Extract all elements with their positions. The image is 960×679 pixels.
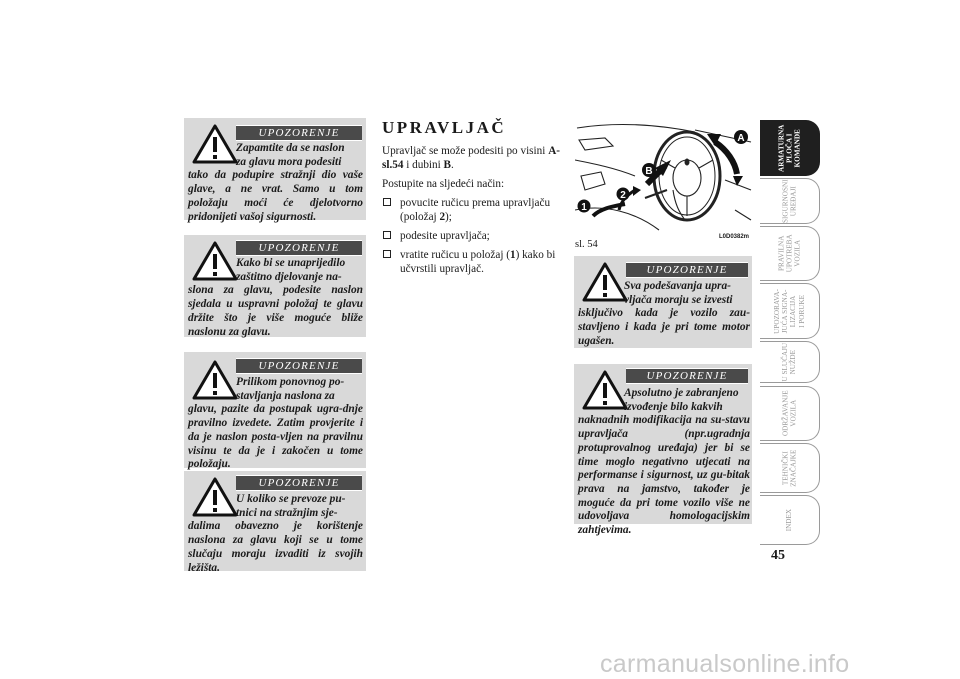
list-item: podesite upravljača; bbox=[382, 229, 560, 243]
svg-text:1: 1 bbox=[581, 202, 587, 213]
tab-armaturna-ploca[interactable] bbox=[760, 120, 820, 176]
svg-text:2: 2 bbox=[620, 190, 626, 201]
section-title: UPRAVLJAČ bbox=[382, 118, 507, 137]
tab-label: ARMATURNA PLOČA I KOMANDE bbox=[777, 124, 802, 172]
checkbox-bullet-icon bbox=[383, 198, 391, 206]
tab-label: TEHNIČKI ZNAČAJKE bbox=[781, 449, 798, 487]
warning-label: UPOZORENJE bbox=[626, 368, 748, 384]
figure-code: L0D0382m bbox=[719, 234, 750, 240]
tab-index[interactable] bbox=[760, 495, 820, 545]
tab-upozoravajuca-signalizacija[interactable] bbox=[760, 283, 820, 339]
warning-label: UPOZORENJE bbox=[236, 125, 362, 141]
intro-paragraph: Upravljač se može podesiti po visini A-sl.54 i dubini B. bbox=[382, 145, 560, 171]
tab-sigurnosni-uredaji[interactable] bbox=[760, 178, 820, 224]
tab-label: U SLUČAJU NUŽDE bbox=[781, 342, 798, 382]
watermark: carmanualsonline.info bbox=[600, 650, 850, 678]
warning-label: UPOZORENJE bbox=[236, 475, 362, 491]
checkbox-bullet-icon bbox=[383, 231, 391, 239]
warning-text: Apsolutno je zabranjeno izvođenje bilo kakvih naknadnih modifikacija na su-stavu upravljača (npr.ugradnja protuprovalnog uređaja) jer bi se time moglo negativno utjecati na performanse i sigurnost, uz gu-bitak prava na jamstvo, također je moguće da pri tome vozilo više ne udovoljava homologacijskim zahtjevima. bbox=[578, 387, 750, 537]
warning-box-3 bbox=[184, 352, 366, 471]
warning-box-2 bbox=[184, 235, 366, 337]
warning-label: UPOZORENJE bbox=[236, 240, 362, 256]
checkbox-bullet-icon bbox=[383, 250, 391, 258]
callout-a bbox=[734, 130, 748, 144]
callout-b bbox=[642, 163, 656, 177]
tab-label: UPOZORAVA- JUĆA SIGNA- LIZACIJA I PORUKE bbox=[773, 288, 806, 334]
warning-box-4 bbox=[184, 471, 366, 574]
steps-list bbox=[382, 196, 560, 276]
warning-text: Zapamtite da se naslon za glavu mora podesiti tako da podupire stražnji dio vaše glave, a ne vrat. Samo u tom položaju moći će djelotvorno pridonijeti vašoj sigurnosti. bbox=[188, 142, 363, 223]
warning-text: U koliko se prevoze pu- tnici na stražnjim sje- dalima obavezno je korištenje naslona za glavu koji se u tome slučaju moraju izvaditi iz svojih ležišta. bbox=[188, 493, 363, 574]
steering-adjustment-illustration bbox=[575, 120, 752, 238]
svg-text:A: A bbox=[737, 133, 745, 144]
warning-text: Prilikom ponovnog po- stavljanja naslona za glavu, pazite da postupak ugra-dnje pravilno izvedete. Zatim provjerite i da je naslon posta-vljen na pravilnu visinu te da je i zakočen u tome položaju. bbox=[188, 376, 363, 471]
tab-label: INDEX bbox=[785, 508, 794, 532]
page-number: 45 bbox=[771, 548, 785, 563]
warning-label: UPOZORENJE bbox=[236, 358, 362, 374]
warning-box-6 bbox=[574, 364, 752, 537]
tab-label: ODRŽAVANJE VOZILA bbox=[781, 390, 798, 437]
section-body bbox=[382, 144, 560, 281]
tab-pravilna-upotreba[interactable] bbox=[760, 226, 820, 281]
tab-label: PRAVILNA UPOTREBA VOZILA bbox=[777, 234, 802, 273]
tab-label: SIGURNOSNI UREĐAJI bbox=[781, 179, 798, 223]
tab-odrzavanje-vozila[interactable] bbox=[760, 386, 820, 441]
warning-box-5 bbox=[574, 256, 752, 348]
procedure-paragraph: Postupite na sljedeći način: bbox=[382, 178, 505, 190]
tab-tehnicki-znacajke[interactable] bbox=[760, 443, 820, 493]
figure-caption: sl. 54 bbox=[575, 239, 598, 250]
list-item: vratite ručicu u položaj (1) kako bi učvrstili upravljač. bbox=[382, 248, 560, 276]
warning-text: Sva podešavanja upra- vljača moraju se izvesti isključivo kada je vozilo zau-stavljeno i kada je pri tome motor ugašen. bbox=[578, 280, 750, 347]
svg-text:B: B bbox=[645, 166, 653, 177]
tab-u-slucaju-nuzde[interactable] bbox=[760, 341, 820, 383]
list-item: povucite ručicu prema upravljaču (položaj 2); bbox=[382, 196, 560, 224]
warning-box-1 bbox=[184, 118, 366, 223]
warning-text: Kako bi se unaprijedilo zaštitno djelovanje na- slona za glavu, podesite naslon sjedala u uspravni položaj te glavu držite što je više moguće bliže naslonu za glavu. bbox=[188, 257, 363, 338]
warning-label: UPOZORENJE bbox=[626, 262, 748, 278]
